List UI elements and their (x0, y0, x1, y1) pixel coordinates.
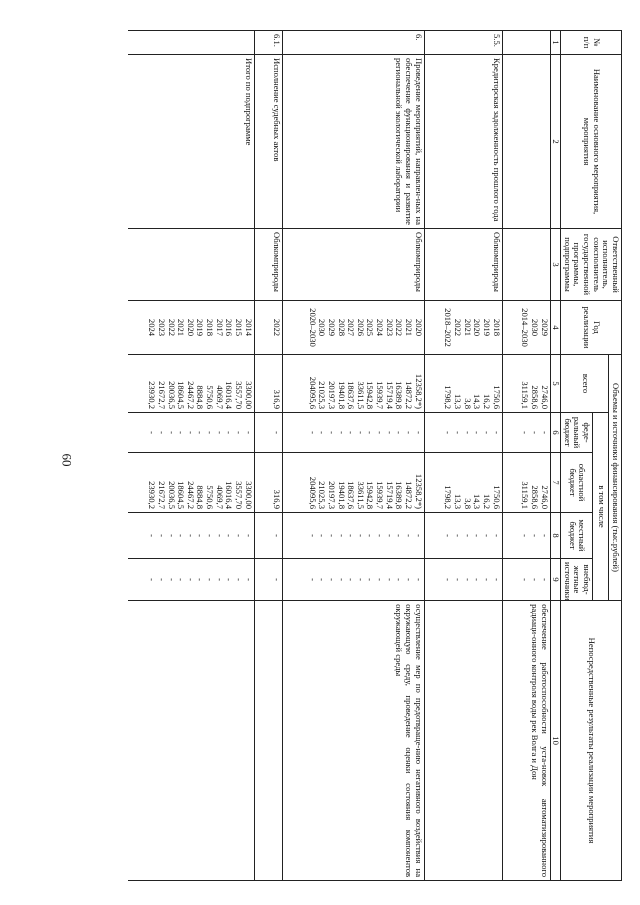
row-result (254, 601, 282, 881)
table-row (254, 31, 282, 881)
row-total: 316,9 (254, 355, 282, 413)
row-regional: 316,9 (254, 453, 282, 513)
row-federal: - - - - - - - - - - - (128, 413, 254, 453)
row-federal: - (254, 413, 282, 453)
row-total: 12358,2*) 14872,2 16389,8 15719,4 15939,7 15942,8 33611,5 18637,6 19401,8 20197,3 21025,3 204095,6 (282, 355, 424, 413)
column-number: 2 (550, 55, 561, 229)
row-number: 6. (282, 31, 424, 55)
column-number: 3 (550, 229, 561, 301)
column-number: 4 (550, 301, 561, 355)
header-regional: областной бюджет (561, 453, 593, 513)
row-result (128, 601, 254, 881)
table-row (128, 31, 254, 881)
row-name: Кредиторская задолженность прошлого года (424, 55, 502, 229)
rotated-table-page (82, 30, 622, 880)
header-federal: феде-ральный бюджет (561, 413, 593, 453)
row-extrabudget: - - - - - - - - - - - - (282, 559, 424, 601)
header-result: Непосредственные результаты реализации мероприятия (561, 601, 622, 881)
row-federal: - - - - - - (424, 413, 502, 453)
row-name: Проведение мероприятий, направлен-ных на обеспечение функционирования и развитие региональной экологической лаборатории (282, 55, 424, 229)
header-number: № п/п (561, 31, 622, 55)
header-local: местный бюджет (561, 513, 593, 559)
row-regional: 2746,0 2858,6 31159,1 (502, 453, 550, 513)
table-row (424, 31, 502, 881)
header-year: Год реализации (561, 301, 622, 355)
column-number: 8 (550, 513, 561, 559)
header-extrabudget: внебюд-жетные источники (561, 559, 593, 601)
row-responsible (502, 229, 550, 301)
row-regional: 1750,6 16,2 14,3 3,8 13,3 1798,2 (424, 453, 502, 513)
row-responsible: Облкомприроды (254, 229, 282, 301)
row-regional: 12358,2*) 14872,2 16389,8 15719,4 15939,7 15942,8 33611,5 18637,6 19401,8 20197,3 21025,3 204095,6 (282, 453, 424, 513)
column-number: 1 (550, 31, 561, 55)
header-responsible: Ответственный исполнитель, соисполнитель государственной программы, подпрограммы (561, 229, 622, 301)
table-row (502, 31, 550, 881)
row-number: 5.5. (424, 31, 502, 55)
column-number: 9 (550, 559, 561, 601)
row-extrabudget: - - - (502, 559, 550, 601)
row-local: - - - - - - - - - - - - (282, 513, 424, 559)
table-row (282, 31, 424, 881)
column-number: 10 (550, 601, 561, 881)
column-number: 6 (550, 413, 561, 453)
row-years: 2014 2015 2016 2017 2018 2019 2020 2021 2022 2023 2024 (128, 301, 254, 355)
row-name: Исполнение судебных актов (254, 55, 282, 229)
row-number: 6.1. (254, 31, 282, 55)
row-total: 2746,0 2858,6 31159,1 (502, 355, 550, 413)
header-total: всего (561, 355, 609, 413)
row-federal: - - - - - - - - - - - - (282, 413, 424, 453)
row-result: обеспечение работоспособности уста-новок автоматизированного радиаци-онного контроля воды рек Волга и Дон (502, 601, 550, 881)
row-local: - - - (502, 513, 550, 559)
header-including: в том числе (593, 413, 609, 601)
header-funding: Объемы и источники финансирования (тыс.рублей) (609, 355, 622, 601)
page-number: 60 (59, 453, 75, 467)
row-extrabudget: - - - - - - (424, 559, 502, 601)
row-years: 2020 2021 2022 2023 2024 2025 2026 2027 2028 2029 2030 2020–2030 (282, 301, 424, 355)
column-number: 5 (550, 355, 561, 413)
row-responsible (128, 229, 254, 301)
header-measure-name: Наименование основного мероприятия, мероприятия (561, 55, 622, 229)
row-local: - (254, 513, 282, 559)
row-extrabudget: - (254, 559, 282, 601)
row-years: 2022 (254, 301, 282, 355)
row-responsible: Облкомприроды (424, 229, 502, 301)
row-years: 2029 2030 2014–2030 (502, 301, 550, 355)
row-total: 3300,00 3557,70 16016,4 4069,7 5750,6 8884,8 24467,2 18604,5 20036,5 21672,7 23930,2 (128, 355, 254, 413)
row-local: - - - - - - (424, 513, 502, 559)
row-local: - - - - - - - - - - - (128, 513, 254, 559)
row-responsible: Облкомприроды (282, 229, 424, 301)
row-regional: 3300,00 3557,70 16016,4 4069,7 5750,6 8884,8 24467,2 18604,5 20036,5 21672,7 23930,2 (128, 453, 254, 513)
row-years: 2018 2019 2020 2021 2022 2018–2022 (424, 301, 502, 355)
row-extrabudget: - - - - - - - - - - - (128, 559, 254, 601)
row-name (502, 55, 550, 229)
row-number (128, 31, 254, 55)
row-result (424, 601, 502, 881)
row-total: 1750,6 16,2 14,3 3,8 13,3 1798,2 (424, 355, 502, 413)
row-name: Итого по подпрограмме (128, 55, 254, 229)
row-number (502, 31, 550, 55)
funding-table (128, 30, 622, 881)
column-number: 7 (550, 453, 561, 513)
row-result: осуществление мер по предотвраще-нию негативного воздействия на окружающую среду, проведение оценки состояния компонентов окружающей среды (282, 601, 424, 881)
row-federal: - - - (502, 413, 550, 453)
